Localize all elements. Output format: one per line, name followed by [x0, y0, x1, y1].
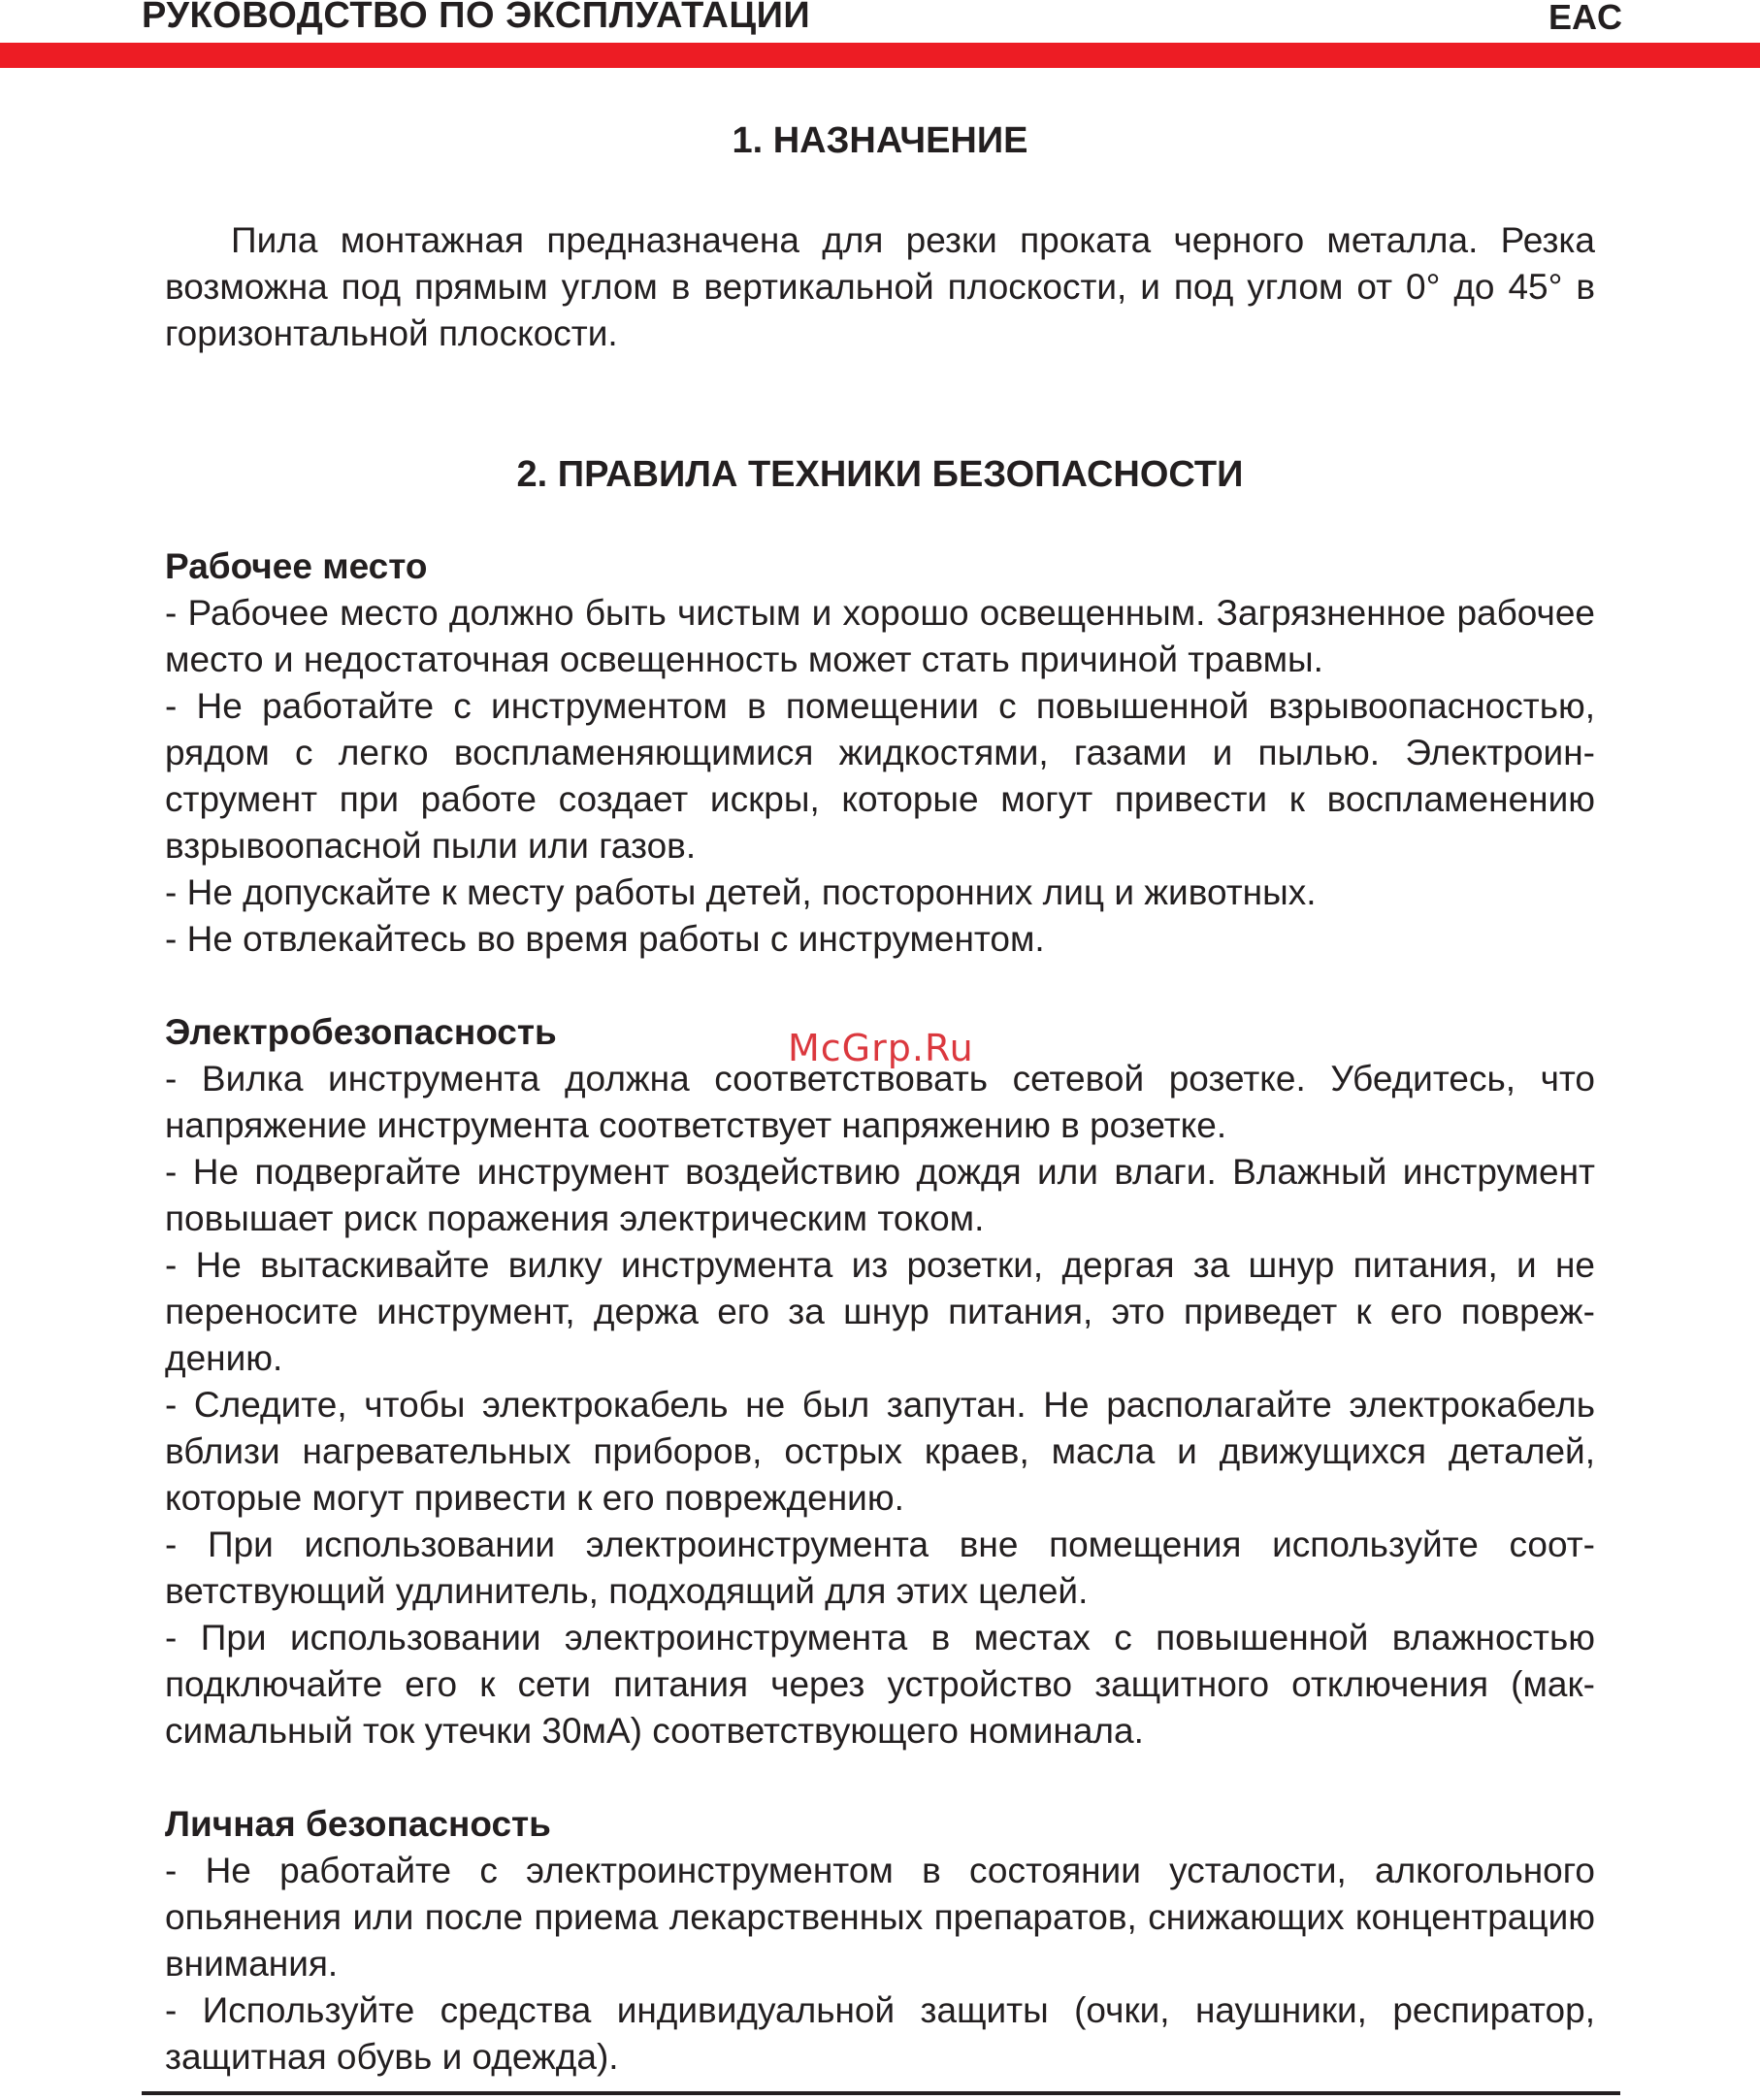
list-item: - Не отвлекайтесь во время работы с инструментом.	[165, 919, 1045, 959]
footer-rule	[142, 2091, 1620, 2095]
subsection-title: Электробезопасность	[165, 1012, 557, 1052]
list-item: - Используйте средства индивидуальной защиты (очки, наушники, респиратор, защитная обувь и одежда).	[165, 1990, 1595, 2077]
list-item: - При использовании электроинструмента вне помещения используйте соответствующий удлинитель, подходящий для этих целей.	[165, 1525, 1595, 1611]
watermark: McGrp.Ru	[788, 1027, 974, 1069]
section-2-title: 2. ПРАВИЛА ТЕХНИКИ БЕЗОПАСНОСТИ	[516, 454, 1244, 495]
subsection-workplace	[165, 543, 1595, 963]
list-item: - Не вытаскивайте вилку инструмента из розетки, дергая за шнур питания, и не переносите инструмент, держа его за шнур питания, это приведет к его повреждению.	[165, 1245, 1595, 1378]
section-1-title: 1. НАЗНАЧЕНИЕ	[732, 120, 1028, 161]
page-content	[165, 107, 1595, 2081]
subsection-title: Личная безопасность	[165, 1804, 551, 1844]
list-item: - Не допускайте к месту работы детей, посторонних лиц и животных.	[165, 872, 1317, 912]
header-red-bar	[0, 43, 1760, 68]
list-item: - При использовании электроинструмента в местах с повышенной влажностью подключайте его к сети питания через устройство защитного отключения (максимальный ток утечки 30мА) соответствующего номинала.	[165, 1618, 1595, 1751]
list-item: - Вилка инструмента должна соответствовать сетевой розетке. Убедитесь, что напряжение инструмента соответствует напряжению в розетке.	[165, 1059, 1595, 1145]
list-item: - Не работайте с электроинструментом в состоянии усталости, алкогольного опьянения или после приема лекарственных препаратов, снижающих концентрацию внимания.	[165, 1851, 1595, 1984]
section-1-text: Пила монтажная предназначена для резки проката черного металла. Резка возможна под прямым углом в вертикальной плоскости, и под углом от 0° до 45° в горизонтальной плоскости.	[165, 220, 1595, 353]
list-item: - Следите, чтобы электрокабель не был запутан. Не располагайте электрокабель вблизи нагревательных приборов, острых краев, масла и движущихся деталей, которые могут привести к его повреждению.	[165, 1385, 1595, 1518]
page-header	[0, 0, 1760, 70]
subsection-personal-safety	[165, 1801, 1595, 2081]
header-title: РУКОВОДСТВО ПО ЭКСПЛУАТАЦИИ	[142, 0, 811, 36]
subsection-electrical-safety	[165, 1009, 1595, 1755]
eac-mark: EAC	[1548, 0, 1623, 37]
subsection-title: Рабочее место	[165, 546, 428, 586]
list-item: - Не подвергайте инструмент воздействию дождя или влаги. Влажный инструмент повышает риск поражения электрическим током.	[165, 1152, 1595, 1238]
list-item: - Рабочее место должно быть чистым и хорошо освещенным. Загрязненное рабочее место и недостаточная освещенность может стать причиной травмы.	[165, 593, 1595, 679]
list-item: - Не работайте с инструментом в помещении с повышенной взрывоопасностью, рядом с легко воспламеняющимися жидкостями, газами и пылью. Электроинструмент при работе создает искры, которые могут привести к воспламенению взрывоопасной пыли или газов.	[165, 686, 1595, 866]
